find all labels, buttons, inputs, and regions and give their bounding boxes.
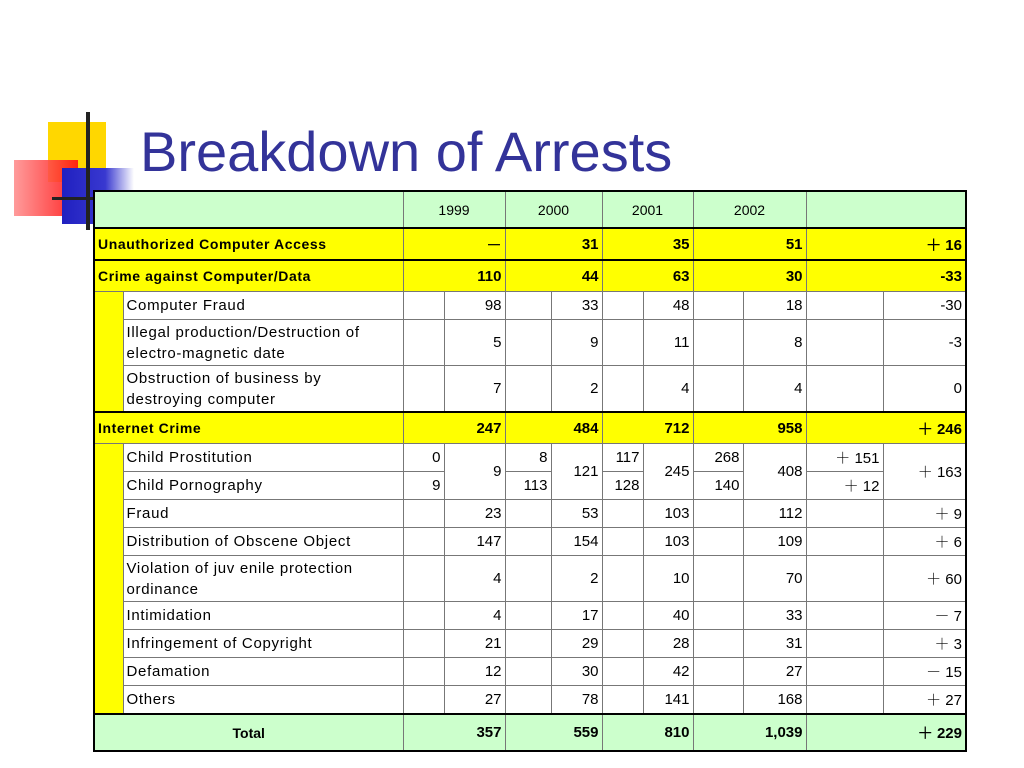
cell-change: ＋ 246 xyxy=(806,412,966,444)
table-row xyxy=(94,528,966,556)
cell-change: ＋ 27 xyxy=(883,686,966,715)
cell-change: ＋ 6 xyxy=(883,528,966,556)
cell-change: 0 xyxy=(883,366,966,413)
cell-value: 5 xyxy=(444,320,505,366)
cell-value: 9 xyxy=(551,320,602,366)
row-label: Infringement of Copyright xyxy=(123,630,403,658)
row-label: Computer Fraud xyxy=(123,292,403,320)
cell-value: 7 xyxy=(444,366,505,413)
header-year: 1999 xyxy=(403,191,505,228)
table-row xyxy=(94,686,966,715)
cell-value: 53 xyxy=(551,500,602,528)
cell-value: 484 xyxy=(505,412,602,444)
cell-value: 4 xyxy=(444,556,505,602)
cell-value: 117 xyxy=(602,444,643,472)
cell-value: 103 xyxy=(643,500,693,528)
cell-change: ＋ 9 xyxy=(883,500,966,528)
cell-change: -3 xyxy=(883,320,966,366)
row-label: Internet Crime xyxy=(94,412,403,444)
cell-value: 40 xyxy=(643,602,693,630)
cell-value: 8 xyxy=(743,320,806,366)
cell-value: 247 xyxy=(403,412,505,444)
table-row xyxy=(94,500,966,528)
cell-value: 4 xyxy=(643,366,693,413)
cell-value: 35 xyxy=(602,228,693,260)
cell-combined: 9 xyxy=(444,444,505,500)
cell-combined-change: ＋ 163 xyxy=(883,444,966,500)
cell-value: 44 xyxy=(505,260,602,292)
cell-change: － 15 xyxy=(883,658,966,686)
indent-spacer xyxy=(94,292,123,413)
row-label: Illegal production/Destruction of electro-magnetic date xyxy=(123,320,403,366)
table-row xyxy=(94,556,966,602)
cell-value: 70 xyxy=(743,556,806,602)
header-change xyxy=(806,191,966,228)
row-label: Crime against Computer/Data xyxy=(94,260,403,292)
table-row xyxy=(94,320,966,366)
cell-value: 27 xyxy=(743,658,806,686)
cell-value: 2 xyxy=(551,556,602,602)
header-year: 2002 xyxy=(693,191,806,228)
cell-value: 154 xyxy=(551,528,602,556)
decor-vertical-line xyxy=(86,112,90,230)
internet-crime-row xyxy=(94,412,966,444)
cell-combined: 245 xyxy=(643,444,693,500)
row-label: Defamation xyxy=(123,658,403,686)
cell-value: 110 xyxy=(403,260,505,292)
row-label: Total xyxy=(94,714,403,751)
cell-value: 30 xyxy=(551,658,602,686)
table-row xyxy=(94,444,966,472)
cell-value: 48 xyxy=(643,292,693,320)
cell-value: 147 xyxy=(444,528,505,556)
cell-value: 4 xyxy=(743,366,806,413)
arrests-table xyxy=(93,190,967,752)
cell-value: 30 xyxy=(693,260,806,292)
row-label: Unauthorized Computer Access xyxy=(94,228,403,260)
row-label: Distribution of Obscene Object xyxy=(123,528,403,556)
cell-value: 112 xyxy=(743,500,806,528)
cell-value: 21 xyxy=(444,630,505,658)
cell-value: 12 xyxy=(444,658,505,686)
total-row xyxy=(94,714,966,751)
cell-value: 1,039 xyxy=(693,714,806,751)
row-label: Intimidation xyxy=(123,602,403,630)
table-row xyxy=(94,658,966,686)
cell-value: 31 xyxy=(743,630,806,658)
cell-value: 712 xyxy=(602,412,693,444)
unauthorized-row xyxy=(94,228,966,260)
cell-value: 0 xyxy=(403,444,444,472)
indent-spacer xyxy=(94,444,123,715)
cell-value: 78 xyxy=(551,686,602,715)
cell-value: 29 xyxy=(551,630,602,658)
table-row xyxy=(94,292,966,320)
cell-value: 113 xyxy=(505,472,551,500)
cell-value: 128 xyxy=(602,472,643,500)
table-row xyxy=(94,602,966,630)
cell-change: -30 xyxy=(883,292,966,320)
cell-value: 17 xyxy=(551,602,602,630)
slide-title: Breakdown of Arrests xyxy=(140,120,673,183)
cell-value: 27 xyxy=(444,686,505,715)
row-label: Fraud xyxy=(123,500,403,528)
cell-value: 98 xyxy=(444,292,505,320)
cell-value: 11 xyxy=(643,320,693,366)
cell-value: 810 xyxy=(602,714,693,751)
table-row xyxy=(94,366,966,413)
table-row xyxy=(94,472,966,500)
header-row xyxy=(94,191,966,228)
cell-change: ＋ 229 xyxy=(806,714,966,751)
cell-combined: 408 xyxy=(743,444,806,500)
table-row xyxy=(94,630,966,658)
header-year: 2001 xyxy=(602,191,693,228)
cell-value: 23 xyxy=(444,500,505,528)
cell-value: 559 xyxy=(505,714,602,751)
cell-value: 28 xyxy=(643,630,693,658)
cell-value: 33 xyxy=(743,602,806,630)
cell-value: 4 xyxy=(444,602,505,630)
cell-change: -33 xyxy=(806,260,966,292)
cell-change: ＋ 3 xyxy=(883,630,966,658)
header-year: 2000 xyxy=(505,191,602,228)
cell-value: 31 xyxy=(505,228,602,260)
cell-value: 141 xyxy=(643,686,693,715)
cell-value: － xyxy=(403,228,505,260)
cell-value: 168 xyxy=(743,686,806,715)
cell-value: 2 xyxy=(551,366,602,413)
header-blank xyxy=(94,191,403,228)
cell-value: 140 xyxy=(693,472,743,500)
row-label: Violation of juv enile protection ordinance xyxy=(123,556,403,602)
cell-value: 63 xyxy=(602,260,693,292)
cell-value: 9 xyxy=(403,472,444,500)
cell-value: 8 xyxy=(505,444,551,472)
row-label: Child Prostitution xyxy=(123,444,403,472)
cell-value: 42 xyxy=(643,658,693,686)
row-label: Obstruction of business by destroying computer xyxy=(123,366,403,413)
cell-value: 357 xyxy=(403,714,505,751)
cell-change: ＋ 16 xyxy=(806,228,966,260)
cell-value: 51 xyxy=(693,228,806,260)
cell-change: ＋ 151 xyxy=(806,444,883,472)
cell-combined: 121 xyxy=(551,444,602,500)
cell-value: 10 xyxy=(643,556,693,602)
cell-value: 103 xyxy=(643,528,693,556)
cell-change: ＋ 12 xyxy=(806,472,883,500)
cell-value: 109 xyxy=(743,528,806,556)
cell-value: 33 xyxy=(551,292,602,320)
crime-data-row xyxy=(94,260,966,292)
row-label: Child Pornography xyxy=(123,472,403,500)
cell-change: ＋ 60 xyxy=(883,556,966,602)
cell-value: 18 xyxy=(743,292,806,320)
cell-value: 958 xyxy=(693,412,806,444)
row-label: Others xyxy=(123,686,403,715)
cell-value: 268 xyxy=(693,444,743,472)
cell-change: － 7 xyxy=(883,602,966,630)
